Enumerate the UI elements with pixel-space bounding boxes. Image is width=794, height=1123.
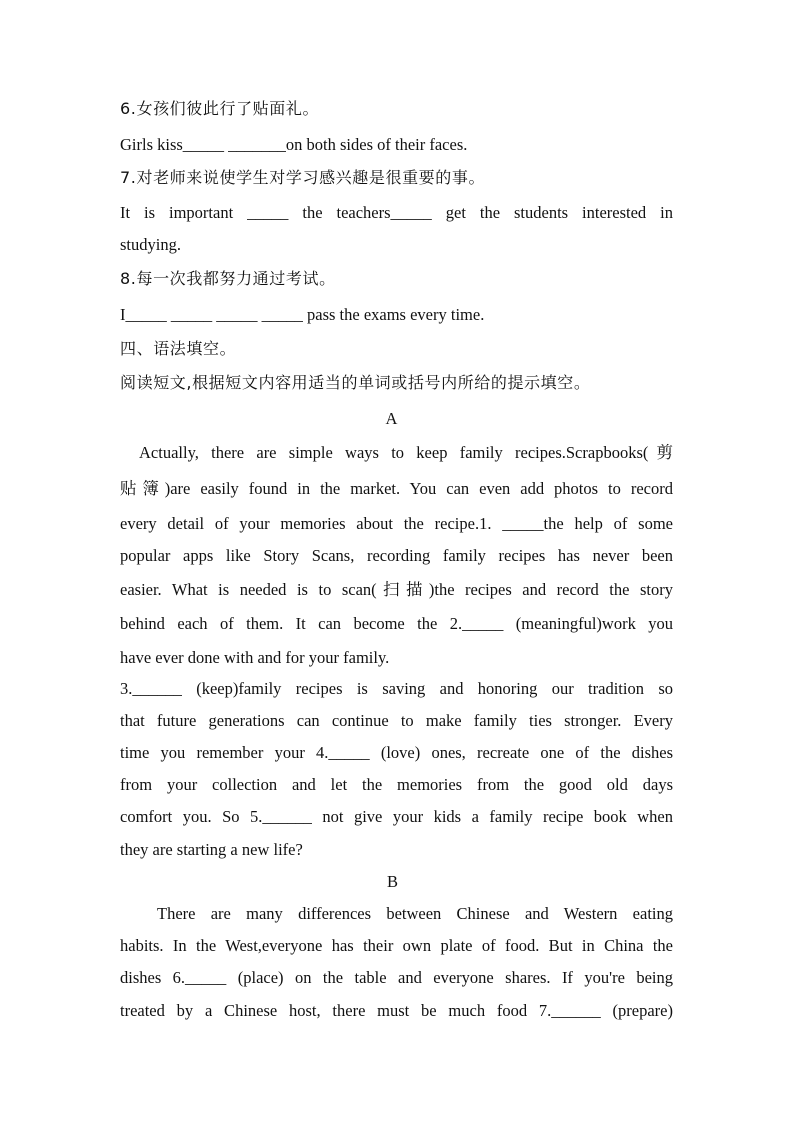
question-7-chinese: 7.对老师来说使学生对学习感兴趣是很重要的事。 xyxy=(120,168,486,187)
passage-b-line: habits. In the West,everyone has their own plate of food. But in China the xyxy=(120,936,673,955)
passage-b-line: dishes 6._____ (place) on the table and everyone shares. If you're being xyxy=(120,968,673,987)
passage-a-line: 3.______ (keep)family recipes is saving and honoring our tradition so xyxy=(120,679,673,698)
question-8-english: I_____ _____ _____ _____ pass the exams every time. xyxy=(120,305,485,324)
passage-a-line: popular apps like Story Scans, recording family recipes has never been xyxy=(120,546,673,565)
passage-a-line: every detail of your memories about the recipe.1. _____the help of some xyxy=(120,514,673,533)
question-7-english-line-2: studying. xyxy=(120,235,181,254)
passage-b-line: There are many differences between Chinese and Western eating xyxy=(157,904,673,923)
question-6-chinese: 6.女孩们彼此行了贴面礼。 xyxy=(120,99,320,118)
passage-a-line: Actually, there are simple ways to keep family recipes.Scrapbooks(剪 xyxy=(139,443,673,462)
section-heading: 四、语法填空。 xyxy=(120,339,237,358)
passage-a-line: they are starting a new life? xyxy=(120,840,303,859)
passage-b-label: B xyxy=(386,872,398,891)
passage-a-line: have ever done with and for your family. xyxy=(120,648,390,667)
passage-a-line: 贴簿)are easily found in the market. You can even add photos to record xyxy=(120,479,673,498)
question-6-english: Girls kiss_____ _______on both sides of their faces. xyxy=(120,135,468,154)
passage-a-line: comfort you. So 5.______ not give your kids a family recipe book when xyxy=(120,807,673,826)
passage-a-line: easier. What is needed is to scan(扫描)the recipes and record the story xyxy=(120,580,673,599)
question-7-english-line-1: It is important _____ the teachers_____ get the students interested in xyxy=(120,203,673,222)
question-8-chinese: 8.每一次我都努力通过考试。 xyxy=(120,269,336,288)
passage-a-line: time you remember your 4._____ (love) ones, recreate one of the dishes xyxy=(120,743,673,762)
passage-a-line: that future generations can continue to make family ties stronger. Every xyxy=(120,711,673,730)
document-page xyxy=(120,0,673,1123)
passage-a-label: A xyxy=(385,409,398,428)
passage-a-line: behind each of them. It can become the 2._____ (meaningful)work you xyxy=(120,614,673,633)
passage-b-line: treated by a Chinese host, there must be much food 7.______ (prepare) xyxy=(120,1001,673,1020)
passage-a-line: from your collection and let the memories from the good old days xyxy=(120,775,673,794)
section-instructions: 阅读短文,根据短文内容用适当的单词或括号内所给的提示填空。 xyxy=(120,373,591,392)
